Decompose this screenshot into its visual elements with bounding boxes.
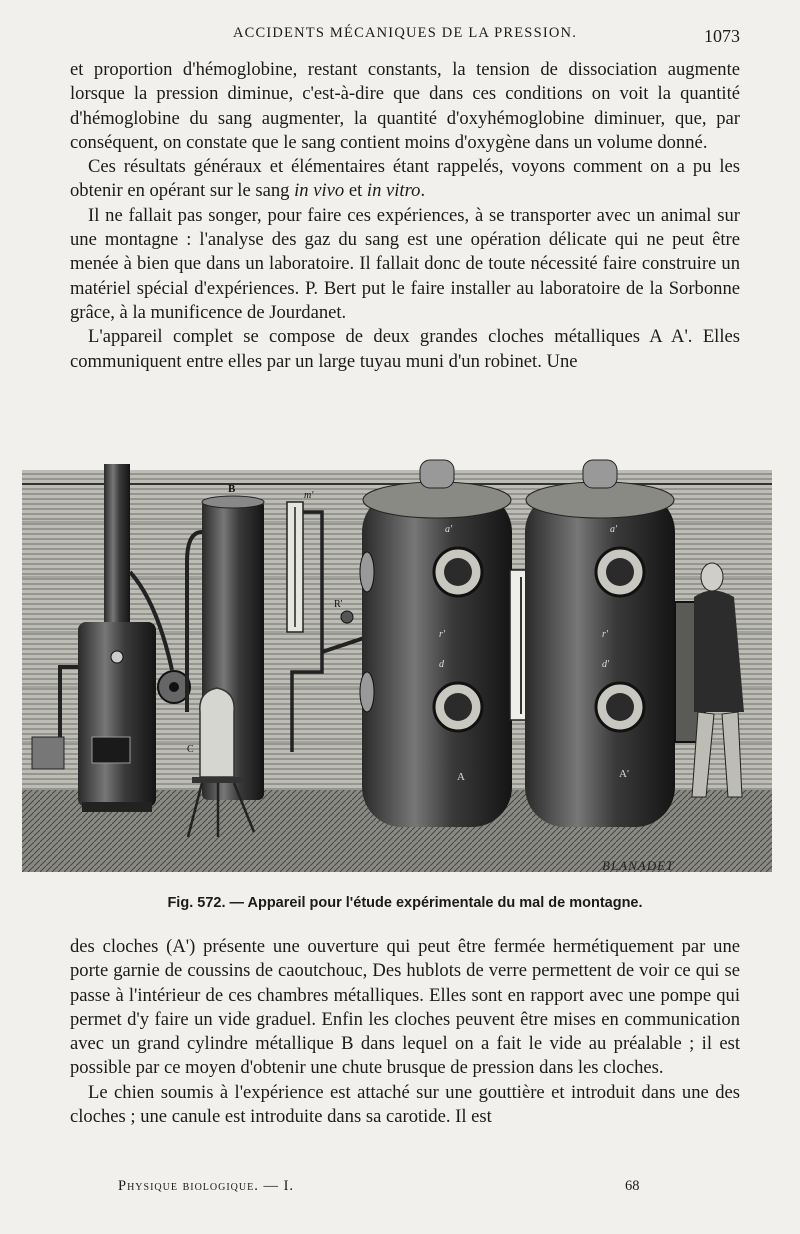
sheet-number: 68 <box>625 1178 640 1194</box>
latin-term: in vitro <box>366 180 421 202</box>
bucket <box>32 737 64 769</box>
paragraph: Il ne fallait pas songer, pour faire ces expériences, à se transporter avec un animal sur une montagne : l'analyse des gaz du sang est une opération délicate qui ne peut être menée à bien que dans un laboratoire. Il fallait donc de toute nécessité faire construire un matériel spécial d'expériences. P. Bert put le faire installer au laboratoire de la Sorbonne grâce, à la munificence de Jourdanet. <box>70 204 740 323</box>
label-m: m' <box>304 490 314 501</box>
label-a1: a' <box>445 524 453 535</box>
label-d1: d <box>439 659 444 670</box>
label-b: B <box>228 483 236 495</box>
label-c: C <box>187 744 194 755</box>
paragraph: L'appareil complet se compose de deux grandes cloches métalliques A A'. Elles communiquent entre elles par un large tuyau muni d'un robinet. Une <box>70 326 740 372</box>
figure-caption: Fig. 572. — Appareil pour l'étude expérimentale du mal de montagne. <box>167 895 643 911</box>
label-r1: r' <box>439 629 446 640</box>
running-head <box>70 22 740 46</box>
page-number: 1073 <box>704 26 740 46</box>
figure-engraving <box>22 452 772 882</box>
label-r2: r' <box>602 629 609 640</box>
engraver-signature: BLANADET <box>602 858 675 873</box>
page-footer <box>70 1178 740 1202</box>
label-d2: d' <box>602 659 610 670</box>
running-title: ACCIDENTS MÉCANIQUES DE LA PRESSION. <box>232 25 578 41</box>
label-r-prime: R' <box>334 599 343 610</box>
text-block-top <box>70 58 740 374</box>
label-a2: a' <box>610 524 618 535</box>
latin-term: in vivo <box>294 180 345 202</box>
apparatus-illustration <box>22 452 772 882</box>
label-a-left: A <box>457 771 465 783</box>
paragraph: et proportion d'hémoglobine, restant constants, la tension de dissociation augmente lorsque la pression diminue, c'est-à-dire que dans ces conditions on voit la quantité d'hémoglobine du sang augmenter, la quantité d'oxyhémoglobine diminuer, que, par conséquent, on constate que le sang contient moins d'oxygène dans un volume donné. <box>70 59 740 153</box>
paragraph: Le chien soumis à l'expérience est attaché sur une gouttière et introduit dans une des cloches ; une canule est introduite dans sa carotide. Il est <box>70 1081 740 1128</box>
label-a-right: A' <box>619 768 629 780</box>
chamber-a <box>360 460 512 827</box>
text-block-bottom <box>70 935 740 1129</box>
footer-title: Physique biologique. — I. <box>118 1178 295 1194</box>
paragraph: des cloches (A') présente une ouverture qui peut être fermée hermétiquement par une porte garnie de coussins de caoutchouc, Des hublots de verre permettent de voir ce qui se passe à l'intérieur de ces chambres métalliques. Elles sont en rapport avec une pompe qui permet d'y faire un vide graduel. Enfin les cloches peuvent être mises en communication avec un grand cylindre métallique B dans lequel on a fait le vide au préalable ; il est possible par ce moyen d'obtenir une chute brusque de pression dans les cloches. <box>70 936 740 1079</box>
paragraph: Ces résultats généraux et élémentaires étant rappelés, voyons comment on a pu les obtenir en opérant sur le sang in vivo et in vitro. <box>70 156 740 202</box>
